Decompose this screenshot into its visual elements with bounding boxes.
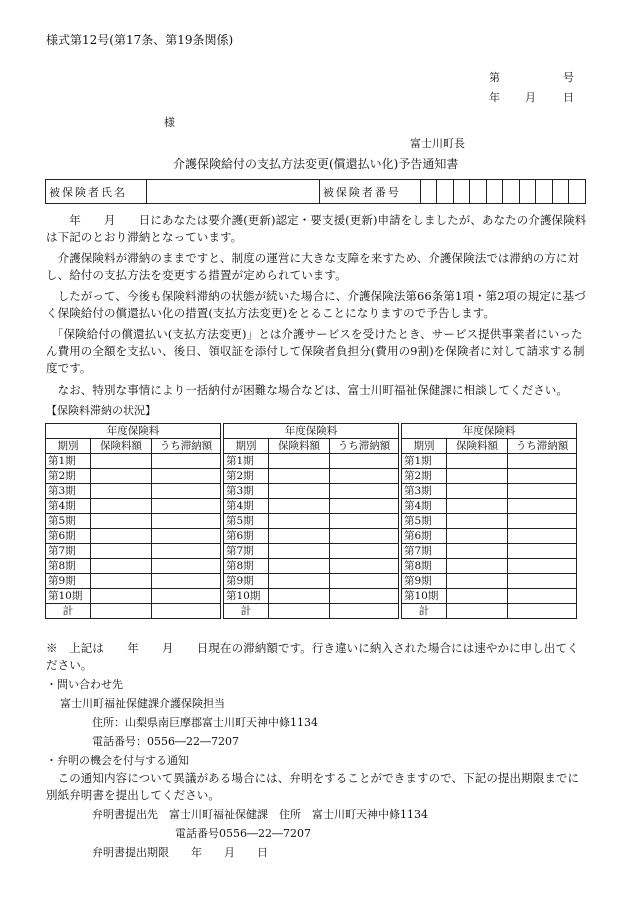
period-row [46,514,577,529]
number-prefix: 第 [489,71,500,84]
hearing-body: この通知内容について異議がある場合には、弁明をすることができますので、下記の提出期限までに別紙弁明書を提出してください。 [46,771,580,802]
premium-cell [269,574,330,589]
insured-number-digit [437,180,453,204]
arrears-cell [330,604,399,619]
arrears-cell [330,529,399,544]
col-arrears-header: うち滞納額 [330,439,399,454]
period-label: 計 [224,604,269,619]
arrears-cell [152,544,221,559]
period-label: 第3期 [46,484,91,499]
paragraph-1: 年 月 日にあなたは要介護(更新)認定・要支援(更新)申請をしましたが、あなたの介護保険料は下記のとおり滞納となっています。 [46,213,587,244]
insured-number-digit [519,180,535,204]
period-label: 第1期 [46,454,91,469]
period-label: 第8期 [46,559,91,574]
period-label: 第9期 [46,574,91,589]
insured-number-digit [470,180,486,204]
period-row [46,574,577,589]
period-label: 計 [402,604,447,619]
premium-cell [91,529,152,544]
period-row [46,544,577,559]
col-arrears-header: うち滞納額 [508,439,577,454]
period-row [46,529,577,544]
period-label: 第7期 [46,544,91,559]
period-label: 第6期 [402,529,447,544]
status-heading: 【保険料滞納の状況】 [46,404,156,417]
period-label: 第2期 [402,469,447,484]
date-month: 月 [525,91,536,104]
arrears-table [45,423,577,619]
arrears-cell [152,514,221,529]
arrears-cell [152,604,221,619]
paragraph-5: なお、特別な事情により一括納付が困難な場合などは、富士川町福祉保健課に相談してください。 [46,383,568,397]
premium-cell [269,589,330,604]
period-label: 第4期 [224,499,269,514]
arrears-cell [330,514,399,529]
contact-address: 住所：山梨県南巨摩郡富士川町天神中條1134 [92,716,318,729]
period-label: 第7期 [402,544,447,559]
premium-cell [269,469,330,484]
period-label: 第3期 [402,484,447,499]
period-label: 第10期 [224,589,269,604]
paragraph-3: したがって、今後も保険料滞納の状態が続いた場合に、介護保険法第66条第1項・第2項の規定に基づく保険給付の償還払い化の措置(支払方法変更)をとることになりますので予告します。 [46,289,586,320]
arrears-cell [508,484,577,499]
premium-cell [447,469,508,484]
premium-cell [269,484,330,499]
col-premium-header: 保険料額 [91,439,152,454]
contact-heading: ・問い合わせ先 [46,678,123,691]
premium-cell [447,544,508,559]
premium-cell [269,559,330,574]
arrears-cell [330,454,399,469]
premium-cell [91,484,152,499]
period-row [46,454,577,469]
arrears-cell [508,454,577,469]
hearing-submit-to: 弁明書提出先 富士川町福祉保健課 住所 富士川町天神中條1134 [92,808,428,821]
period-row [46,559,577,574]
insured-number-label: 被保険者番号 [319,180,420,204]
premium-cell [91,454,152,469]
addressee-sama: 様 [164,116,175,129]
contact-phone: 電話番号：0556―22―7207 [92,735,239,748]
premium-cell [447,484,508,499]
period-label: 第3期 [224,484,269,499]
arrears-cell [508,529,577,544]
fiscal-year-header: 年度保険料 [46,424,221,439]
premium-cell [269,544,330,559]
arrears-cell [330,499,399,514]
insured-number-digit [453,180,469,204]
premium-cell [269,514,330,529]
insured-number-digit [486,180,502,204]
arrears-cell [152,529,221,544]
period-label: 第4期 [46,499,91,514]
period-label: 第9期 [402,574,447,589]
premium-cell [91,499,152,514]
period-row [46,604,577,619]
arrears-cell [508,559,577,574]
period-label: 第1期 [224,454,269,469]
arrears-cell [330,484,399,499]
insured-number-digit [552,180,568,204]
premium-cell [91,469,152,484]
premium-cell [269,454,330,469]
premium-cell [447,574,508,589]
insured-name-label: 被保険者氏名 [46,180,147,204]
fiscal-year-header: 年度保険料 [224,424,399,439]
period-label: 第8期 [402,559,447,574]
contact-dept: 富士川町福祉保健課介護保険担当 [60,697,225,710]
premium-cell [269,529,330,544]
number-suffix: 号 [563,71,574,84]
period-label: 第10期 [402,589,447,604]
insured-number-digit [536,180,552,204]
period-label: 第9期 [224,574,269,589]
period-label: 第2期 [46,469,91,484]
premium-cell [91,559,152,574]
premium-cell [447,559,508,574]
insured-number-digit [503,180,519,204]
premium-cell [91,574,152,589]
period-label: 第2期 [224,469,269,484]
date-day: 日 [563,91,574,104]
arrears-cell [508,469,577,484]
premium-cell [447,529,508,544]
form-number: 様式第12号(第17条、第19条関係) [46,33,234,47]
arrears-cell [508,574,577,589]
hearing-heading: ・弁明の機会を付与する通知 [46,754,189,767]
arrears-cell [152,454,221,469]
period-label: 第6期 [224,529,269,544]
arrears-cell [330,544,399,559]
period-row [46,484,577,499]
premium-cell [447,604,508,619]
insured-number-digit [569,180,586,204]
issuer: 富士川町長 [410,137,465,150]
paragraph-2: 介護保険料が滞納のままですと、制度の運営に大きな支障を来すため、介護保険法では滞納の方に対し、給付の支払方法を変更する措置が定められています。 [46,251,580,282]
note: ※ 上記は 年 月 日現在の滞納額です。行き違いに納入された場合には速やかに申し出てください。 [46,641,579,672]
col-period-header: 期別 [224,439,269,454]
col-arrears-header: うち滞納額 [152,439,221,454]
premium-cell [269,604,330,619]
arrears-cell [152,574,221,589]
premium-cell [447,454,508,469]
period-label: 第8期 [224,559,269,574]
period-label: 第5期 [224,514,269,529]
arrears-cell [330,589,399,604]
period-label: 第7期 [224,544,269,559]
premium-cell [91,589,152,604]
premium-cell [91,544,152,559]
hearing-phone: 電話番号0556―22―7207 [175,827,311,840]
premium-cell [91,514,152,529]
arrears-cell [330,574,399,589]
period-label: 第4期 [402,499,447,514]
col-premium-header: 保険料額 [269,439,330,454]
period-row [46,469,577,484]
arrears-cell [152,499,221,514]
arrears-cell [508,514,577,529]
insured-number-digit [421,180,437,204]
premium-cell [447,589,508,604]
arrears-cell [508,544,577,559]
document-title: 介護保険給付の支払方法変更(償還払い化)予告通知書 [173,157,459,171]
period-label: 第6期 [46,529,91,544]
arrears-cell [508,589,577,604]
date-year: 年 [489,91,500,104]
insured-info-table [45,179,586,204]
arrears-cell [330,469,399,484]
arrears-cell [508,499,577,514]
premium-cell [91,604,152,619]
paragraph-4: 「保険給付の償還払い(支払方法変更)」とは介護サービスを受けたとき、サービス提供事業者にいったん費用の全額を支払い、後日、領収証を添付して保険者負担分(費用の9割)を保険者に対して請求する制度です。 [46,327,585,375]
period-label: 第5期 [402,514,447,529]
arrears-cell [152,559,221,574]
period-label: 第10期 [46,589,91,604]
premium-cell [269,499,330,514]
premium-cell [447,499,508,514]
period-label: 第5期 [46,514,91,529]
col-period-header: 期別 [402,439,447,454]
period-label: 第1期 [402,454,447,469]
premium-cell [447,514,508,529]
period-label: 計 [46,604,91,619]
col-premium-header: 保険料額 [447,439,508,454]
fiscal-year-header: 年度保険料 [402,424,577,439]
period-row [46,499,577,514]
period-row [46,589,577,604]
arrears-cell [152,589,221,604]
arrears-cell [152,469,221,484]
arrears-cell [330,559,399,574]
insured-name-field [147,180,320,204]
arrears-cell [152,484,221,499]
col-period-header: 期別 [46,439,91,454]
hearing-deadline: 弁明書提出期限 年 月 日 [92,846,268,859]
arrears-cell [508,604,577,619]
